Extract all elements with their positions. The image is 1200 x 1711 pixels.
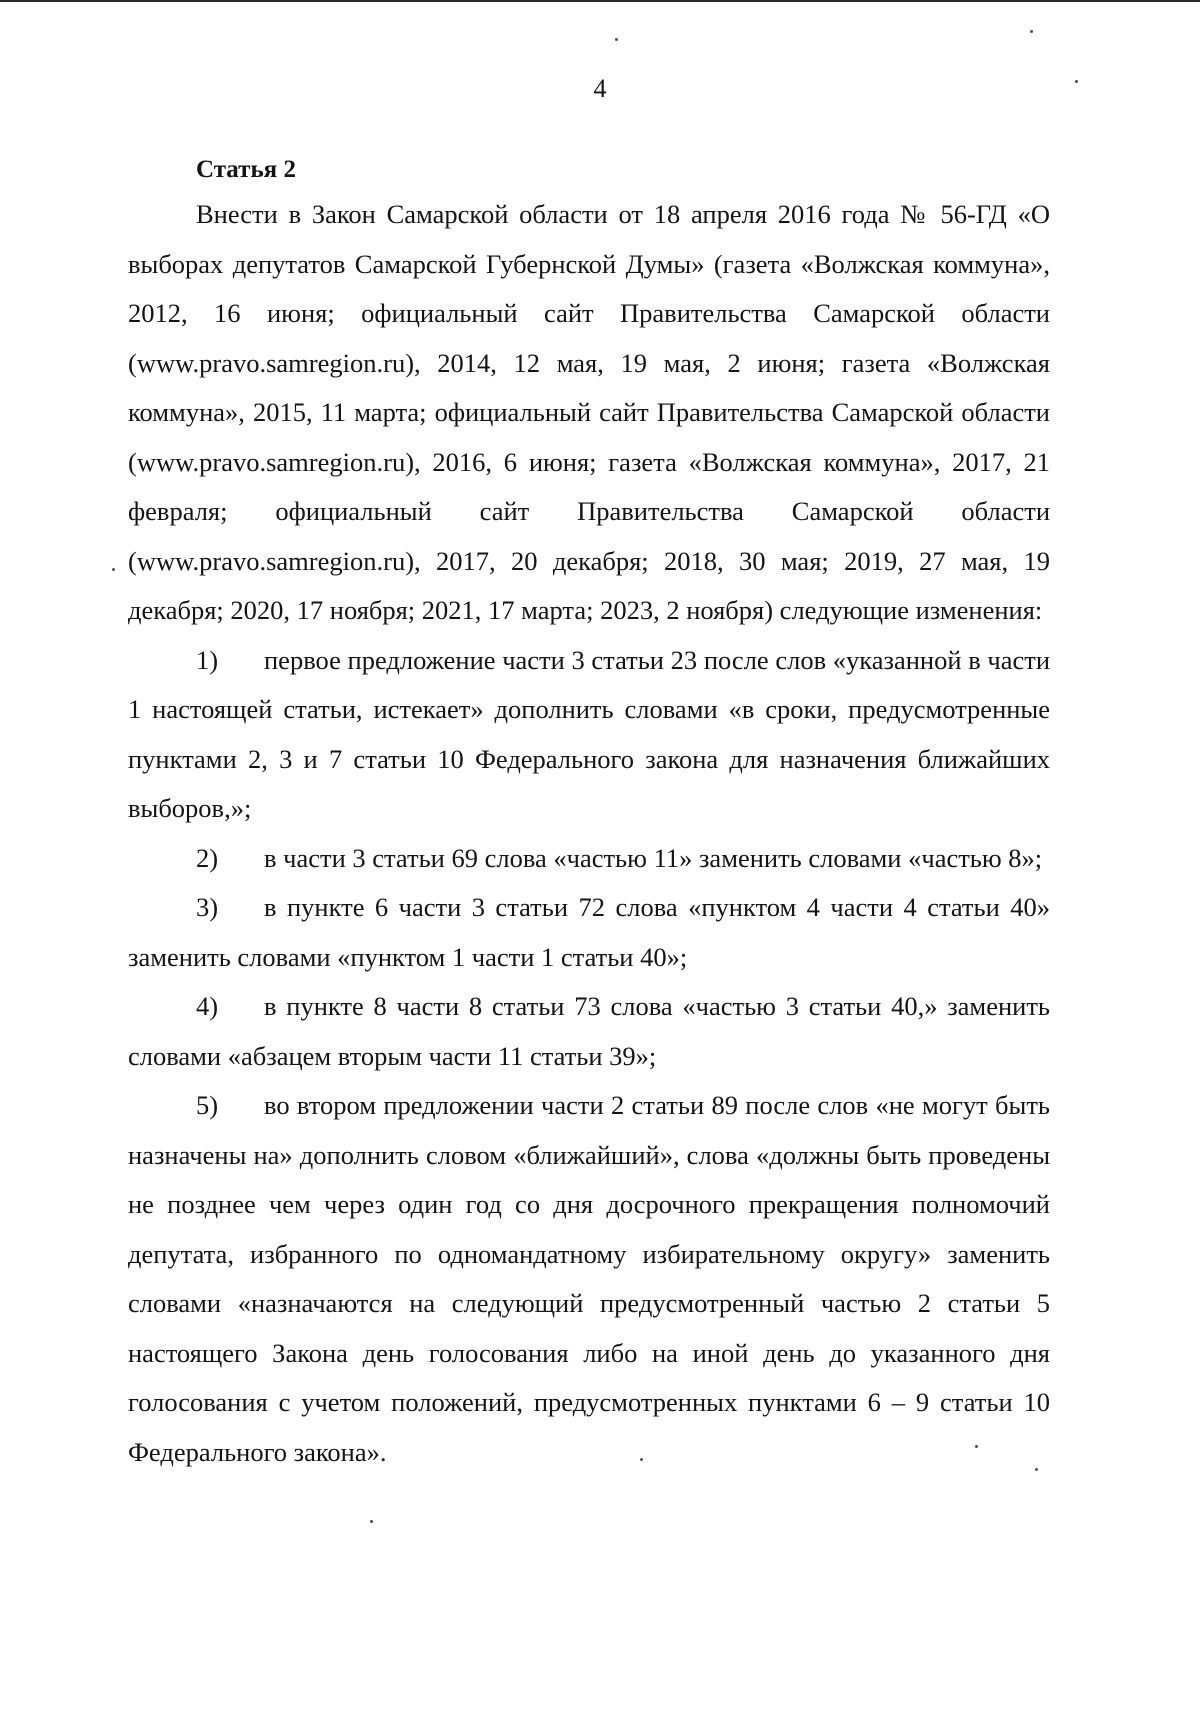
scan-speck xyxy=(1030,30,1033,33)
item-number: 2) xyxy=(196,842,219,873)
amendment-item xyxy=(128,636,1050,834)
item-text: в части 3 статьи 69 слова «частью 11» заменить словами «частью 8»; xyxy=(264,842,1043,873)
amendment-item xyxy=(128,982,1050,1081)
item-text: во втором предложении части 2 статьи 89 после слов «не могут быть назначены на» дополнить словом «ближайший», слова «должны быть проведены не позднее чем через один год со дня досрочного прекращения полномочий депутата, избранного по одномандатному избирательному округу» заменить словами «назначаются на следующий предусмотренный частью 2 статьи 5 настоящего Закона день голосования либо на иной день до указанного дня голосования с учетом положений, предусмотренных пунктами 6 – 9 статьи 10 Федерального закона». xyxy=(128,1090,1050,1467)
item-text: первое предложение части 3 статьи 23 после слов «указанной в части 1 настоящей статьи, истекает» дополнить словами «в сроки, предусмотренные пунктами 2, 3 и 7 статьи 10 Федерального закона для назначения ближайших выборов,»; xyxy=(128,644,1050,823)
page-number: 4 xyxy=(593,74,607,103)
article-body xyxy=(128,150,1050,1477)
item-number: 4) xyxy=(196,991,219,1021)
scan-top-edge xyxy=(0,0,1200,2)
item-number: 3) xyxy=(196,892,219,922)
scan-speck xyxy=(370,1520,373,1523)
article-intro: Внести в Закон Самарской области от 18 апреля 2016 года № 56-ГД «О выборах депутатов Самарской Губернской Думы» (газета «Волжская коммуна», 2012, 16 июня; официальный сайт Правительства Самарской области (www.pravo.samregion.ru), 2014, 12 мая, 19 мая, 2 июня; газета «Волжская коммуна», 2015, 11 марта; официальный сайт Правительства Самарской области (www.pravo.samregion.ru), 2016, 6 июня; газета «Волжская коммуна», 2017, 21 февраля; официальный сайт Правительства Самарской области (www.pravo.samregion.ru), 2017, 20 декабря; 2018, 30 мая; 2019, 27 мая, 19 декабря; 2020, 17 ноября; 2021, 17 марта; 2023, 2 ноября) следующие изменения: xyxy=(128,199,1050,625)
scan-speck xyxy=(615,38,618,41)
item-text: в пункте 6 части 3 статьи 72 слова «пунктом 4 части 4 статьи 40» заменить словами «пунктом 1 части 1 статьи 40»; xyxy=(128,892,1050,972)
article-heading: Статья 2 xyxy=(196,156,296,183)
amendment-item xyxy=(128,883,1050,982)
item-number: 5) xyxy=(196,1090,219,1120)
item-number: 1) xyxy=(196,644,219,675)
amendment-item xyxy=(128,834,1050,884)
item-text: в пункте 8 части 8 статьи 73 слова «частью 3 статьи 40,» заменить словами «абзацем вторым части 11 статьи 39»; xyxy=(128,991,1050,1071)
amendment-item xyxy=(128,1081,1050,1477)
scan-speck xyxy=(112,568,115,571)
